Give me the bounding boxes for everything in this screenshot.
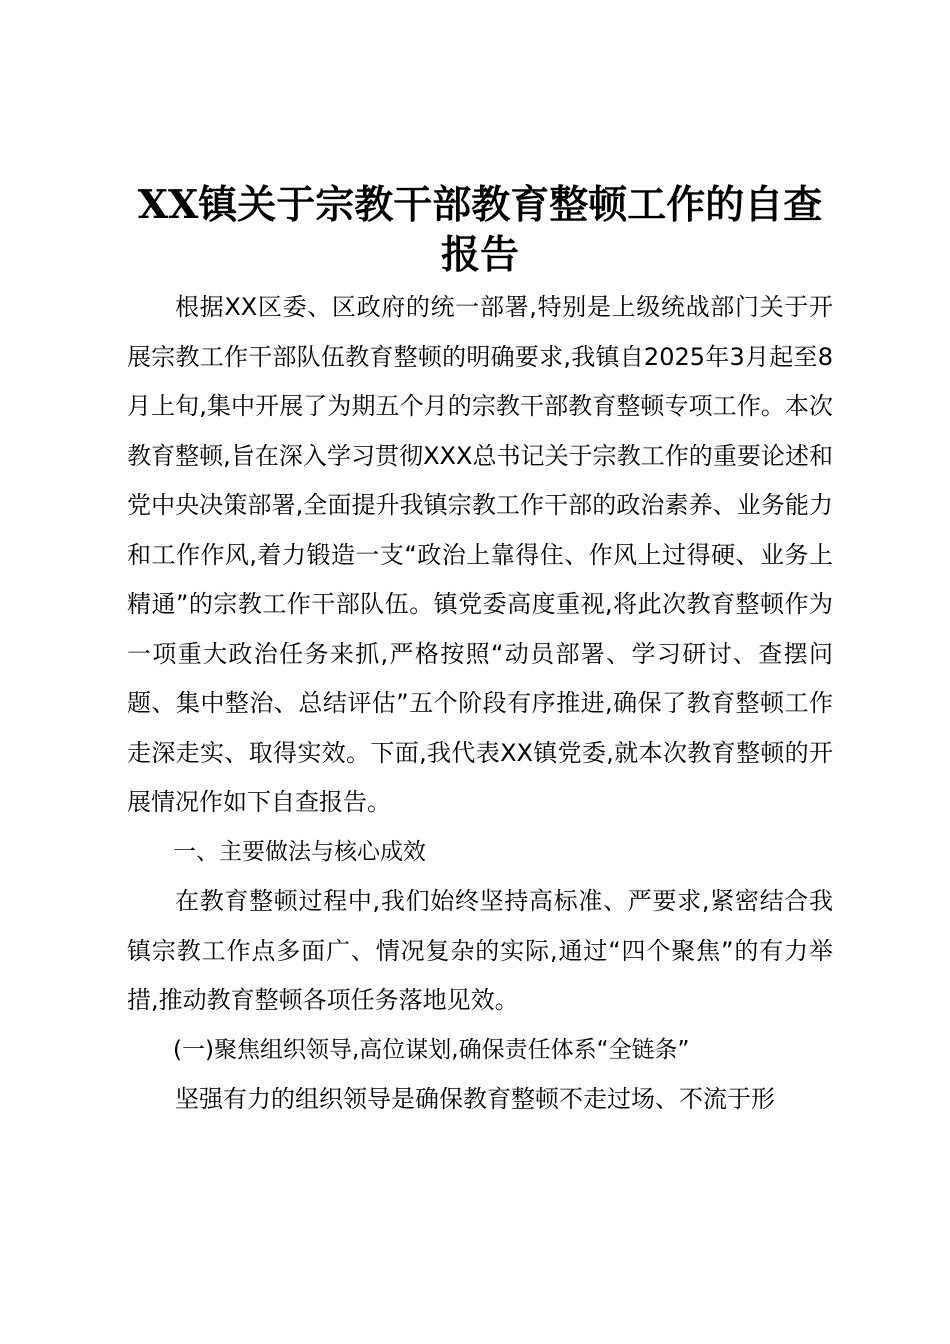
document-title: XX镇关于宗教干部教育整顿工作的自查报告 xyxy=(137,182,823,278)
subsection-paragraph: 坚强有力的组织领导是确保教育整顿不走过场、不流于形 xyxy=(175,1085,775,1113)
intro-paragraph: 根据XX区委、区政府的统一部署,特别是上级统战部门关于开展宗教工作干部队伍教育整顿的明确要求,我镇自2025年3月起至8月上旬,集中开展了为期五个月的宗教干部教育整顿专项工作。本次教育整顿,旨在深入学习贯彻XXX总书记关于宗教工作的重要论述和党中央决策部署,全面提升我镇宗教工作干部的政治素养、业务能力和工作作风,着力锻造一支“政治上靠得住、作风上过得硬、业务上精通”的宗教工作干部队伍。镇党委高度重视,将此次教育整顿作为一项重大政治任务来抓,严格按照“动员部署、学习研讨、查摆问题、集中整治、总结评估”五个阶段有序推进,确保了教育整顿工作走深走实、取得实效。下面,我代表XX镇党委,就本次教育整顿的开展情况作如下自查报告。 xyxy=(127,293,833,816)
document-body xyxy=(127,283,833,1125)
section-heading: 一、主要做法与核心成效 xyxy=(173,838,426,865)
section-paragraph: 在教育整顿过程中,我们始终坚持高标准、严要求,紧密结合我镇宗教工作点多面广、情况复杂的实际,通过“四个聚焦”的有力举措,推动教育整顿各项任务落地见效。 xyxy=(127,887,833,1014)
subsection-heading: (一)聚焦组织领导,高位谋划,确保责任体系“全链条” xyxy=(173,1036,690,1063)
